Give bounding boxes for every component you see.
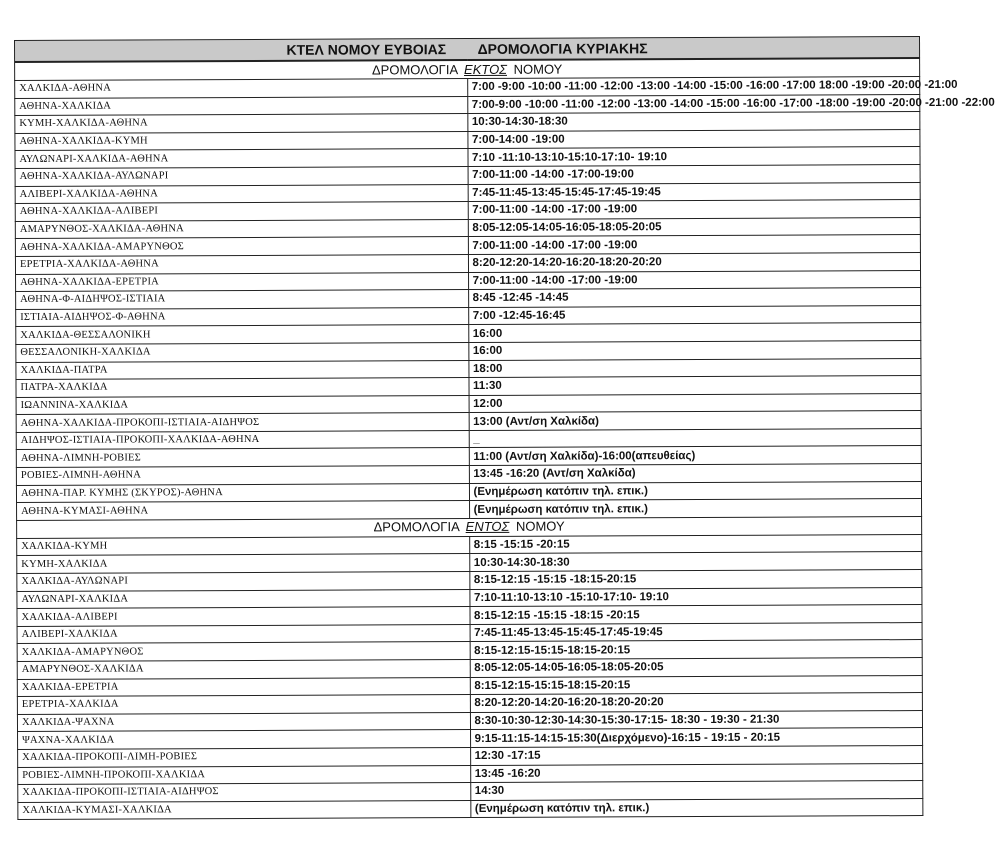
route-cell: ΑΥΛΩΝΑΡΙ-ΧΑΛΚΙΔΑ — [17, 589, 470, 609]
route-cell: ΑΘΗΝΑ-ΧΑΛΚΙΔΑ-ΑΛΙΒΕΡΙ — [15, 202, 468, 222]
times-cell: 7:45-11:45-13:45-15:45-17:45-19:45 — [468, 182, 921, 202]
route-cell: ΧΑΛΚΙΔΑ-ΑΛΙΒΕΡΙ — [17, 607, 470, 627]
route-cell: ΧΑΛΚΙΔΑ-ΑΘΗΝΑ — [15, 79, 468, 99]
route-cell: ΕΡΕΤΡΙΑ-ΧΑΛΚΙΔΑ — [17, 695, 470, 715]
times-cell: 13:00 (Αντ/ση Χαλκίδα) — [469, 411, 922, 431]
times-cell: (Ενημέρωση κατόπιν τηλ. επικ.) — [469, 481, 922, 501]
route-cell: ΑΘΗΝΑ-ΛΙΜΝΗ-ΡΟΒΙΕΣ — [16, 448, 469, 468]
route-cell: ΑΜΑΡΥΝΘΟΣ-ΧΑΛΚΙΔΑ — [17, 660, 470, 680]
section-emphasis: ΕΚΤΟΣ — [463, 61, 508, 77]
times-cell: 11:00 (Αντ/ση Χαλκίδα)-16:00(απευθείας) — [469, 446, 922, 466]
page-title: ΚΤΕΛ ΝΟΜΟΥ ΕΥΒΟΙΑΣ — [286, 41, 447, 58]
times-cell: 8:30-10:30-12:30-14:30-15:30-17:15- 18:30 - 19:30 - 21:30 — [470, 710, 923, 730]
page-subtitle: ΔΡΟΜΟΛΟΓΙΑ ΚΥΡΙΑΚΗΣ — [477, 40, 648, 57]
times-cell: 7:10-11:10-13:10 -15:10-17:10- 19:10 — [469, 587, 922, 607]
times-cell: 16:00 — [468, 323, 921, 343]
section-suffix: ΝΟΜΟΥ — [515, 518, 565, 535]
route-cell: ΡΟΒΙΕΣ-ΛΙΜΝΗ-ΠΡΟΚΟΠΙ-ΧΑΛΚΙΔΑ — [18, 765, 471, 785]
route-cell: ΧΑΛΚΙΔΑ-ΠΑΤΡΑ — [16, 360, 469, 380]
times-cell: 7:00-11:00 -14:00 -17:00 -19:00 — [468, 200, 921, 220]
route-cell: ΨΑΧΝΑ-ΧΑΛΚΙΔΑ — [18, 730, 471, 750]
times-cell: 8:15-12:15-15:15-18:15-20:15 — [470, 675, 923, 695]
times-cell: 9:15-11:15-14:15-15:30(Διερχόμενο)-16:15 - 19:15 - 20:15 — [470, 728, 923, 748]
route-cell: ΡΟΒΙΕΣ-ΛΙΜΝΗ-ΑΘΗΝΑ — [16, 466, 469, 486]
route-cell: ΧΑΛΚΙΔΑ-ΑΜΑΡΥΝΘΟΣ — [17, 642, 470, 662]
times-cell: 7:00-14:00 -19:00 — [467, 129, 920, 149]
times-cell: (Ενημέρωση κατόπιν τηλ. επικ.) — [470, 798, 923, 818]
table-row — [18, 798, 923, 820]
times-cell: 13:45 -16:20 (Αντ/ση Χαλκίδα) — [469, 464, 922, 484]
route-cell: ΑΘΗΝΑ-ΚΥΜΑΣΙ-ΑΘΗΝΑ — [17, 501, 470, 521]
schedule-body — [15, 37, 995, 820]
route-cell: ΧΑΛΚΙΔΑ-ΘΕΣΣΑΛΟΝΙΚΗ — [16, 325, 469, 345]
times-cell: 8:15-12:15 -15:15 -18:15-20:15 — [469, 570, 922, 590]
times-cell: 10:30-14:30-18:30 — [469, 552, 922, 572]
times-cell: 8:05-12:05-14:05-16:05-18:05-20:05 — [470, 658, 923, 678]
times-cell: 8:15-12:15-15:15-18:15-20:15 — [470, 640, 923, 660]
route-cell: ΧΑΛΚΙΔΑ-ΠΡΟΚΟΠΙ-ΛΙΜΗ-ΡΟΒΙΕΣ — [18, 747, 471, 767]
times-cell: 16:00 — [468, 340, 921, 360]
route-cell: ΠΑΤΡΑ-ΧΑΛΚΙΔΑ — [16, 378, 469, 398]
times-cell: 7:00 -12:45-16:45 — [468, 305, 921, 325]
route-cell: ΚΥΜΗ-ΧΑΛΚΙΔΑ-ΑΘΗΝΑ — [15, 114, 468, 134]
schedule-table — [14, 36, 995, 820]
times-cell: 12:00 — [469, 393, 922, 413]
route-cell: ΙΣΤΙΑΙΑ-ΑΙΔΗΨΟΣ-Φ-ΑΘΗΝΑ — [16, 307, 469, 327]
times-cell: 7:45-11:45-13:45-15:45-17:45-19:45 — [470, 622, 923, 642]
route-cell: ΧΑΛΚΙΔΑ-ΚΥΜΑΣΙ-ΧΑΛΚΙΔΑ — [18, 800, 471, 820]
route-cell: ΚΥΜΗ-ΧΑΛΚΙΔΑ — [17, 554, 470, 574]
times-cell: (Ενημέρωση κατόπιν τηλ. επικ.) — [469, 499, 922, 519]
route-cell: ΕΡΕΤΡΙΑ-ΧΑΛΚΙΔΑ-ΑΘΗΝΑ — [15, 254, 468, 274]
times-cell: 7:00-9:00 -10:00 -11:00 -12:00 -13:00 -14:00 -15:00 -16:00 -17:00 -18:00 -19:00 -20:00 -21:00 -22:00 — [467, 94, 920, 114]
route-cell: ΑΜΑΡΥΝΘΟΣ-ΧΑΛΚΙΔΑ-ΑΘΗΝΑ — [15, 219, 468, 239]
route-cell: ΑΘΗΝΑ-ΧΑΛΚΙΔΑ-ΚΥΜΗ — [15, 131, 468, 151]
times-cell: 8:15-12:15 -15:15 -18:15 -20:15 — [469, 605, 922, 625]
times-cell: 7:00-11:00 -14:00 -17:00 -19:00 — [468, 270, 921, 290]
times-cell: 18:00 — [468, 358, 921, 378]
times-cell: 7:00 -9:00 -10:00 -11:00 -12:00 -13:00 -14:00 -15:00 -16:00 -17:00 18:00 -19:00 -20:00 -21:00 — [467, 77, 920, 97]
route-cell: ΘΕΣΣΑΛΟΝΙΚΗ-ΧΑΛΚΙΔΑ — [16, 342, 469, 362]
route-cell: ΑΘΗΝΑ-ΧΑΛΚΙΔΑ-ΕΡΕΤΡΙΑ — [16, 272, 469, 292]
section-prefix: ΔΡΟΜΟΛΟΓΙΑ — [373, 519, 460, 535]
route-cell: ΑΘΗΝΑ-ΧΑΛΚΙΔΑ-ΑΥΛΩΝΑΡΙ — [15, 166, 468, 186]
times-cell: 7:00-11:00 -14:00 -17:00-19:00 — [468, 165, 921, 185]
section-suffix: ΝΟΜΟΥ — [513, 61, 563, 77]
section-prefix: ΔΡΟΜΟΛΟΓΙΑ — [371, 61, 458, 77]
route-cell: ΑΘΗΝΑ-ΠΑΡ. ΚΥΜΗΣ (ΣΚΥΡΟΣ)-ΑΘΗΝΑ — [16, 483, 469, 503]
route-cell: ΧΑΛΚΙΔΑ-ΚΥΜΗ — [17, 536, 470, 556]
times-cell: _ — [469, 428, 922, 448]
times-cell: 10:30-14:30-18:30 — [467, 112, 920, 132]
times-cell: 12:30 -17:15 — [470, 746, 923, 766]
route-cell: ΑΥΛΩΝΑΡΙ-ΧΑΛΚΙΔΑ-ΑΘΗΝΑ — [15, 149, 468, 169]
route-cell: ΙΩΑΝΝΙΝΑ-ΧΑΛΚΙΔΑ — [16, 395, 469, 415]
times-cell: 8:45 -12:45 -14:45 — [468, 288, 921, 308]
times-cell: 7:00-11:00 -14:00 -17:00 -19:00 — [468, 235, 921, 255]
route-cell: ΑΛΙΒΕΡΙ-ΧΑΛΚΙΔΑ — [17, 624, 470, 644]
times-cell: 8:20-12:20-14:20-16:20-18:20-20:20 — [470, 693, 923, 713]
route-cell: ΧΑΛΚΙΔΑ-ΨΑΧΝΑ — [17, 712, 470, 732]
times-cell: 14:30 — [470, 781, 923, 801]
route-cell: ΧΑΛΚΙΔΑ-ΑΥΛΩΝΑΡΙ — [17, 572, 470, 592]
route-cell: ΑΘΗΝΑ-ΧΑΛΚΙΔΑ-ΑΜΑΡΥΝΘΟΣ — [15, 237, 468, 257]
times-cell: 8:15 -15:15 -20:15 — [469, 534, 922, 554]
route-cell: ΧΑΛΚΙΔΑ-ΕΡΕΤΡΙΑ — [17, 677, 470, 697]
route-cell: ΑΘΗΝΑ-ΧΑΛΚΙΔΑ-ΠΡΟΚΟΠΙ-ΙΣΤΙΑΙΑ-ΑΙΔΗΨΟΣ — [16, 413, 469, 433]
times-cell: 8:05-12:05-14:05-16:05-18:05-20:05 — [468, 217, 921, 237]
route-cell: ΑΘΗΝΑ-Φ-ΑΙΔΗΨΟΣ-ΙΣΤΙΑΙΑ — [16, 290, 469, 310]
route-cell: ΑΘΗΝΑ-ΧΑΛΚΙΔΑ — [15, 96, 468, 116]
route-cell: ΑΙΔΗΨΟΣ-ΙΣΤΙΑΙΑ-ΠΡΟΚΟΠΙ-ΧΑΛΚΙΔΑ-ΑΘΗΝΑ — [16, 430, 469, 450]
times-cell: 11:30 — [468, 376, 921, 396]
route-cell: ΑΛΙΒΕΡΙ-ΧΑΛΚΙΔΑ-ΑΘΗΝΑ — [15, 184, 468, 204]
section-emphasis: ΕΝΤΟΣ — [465, 519, 510, 535]
route-cell: ΧΑΛΚΙΔΑ-ΠΡΟΚΟΠΙ-ΙΣΤΙΑΙΑ-ΑΙΔΗΨΟΣ — [18, 783, 471, 803]
times-cell: 13:45 -16:20 — [470, 763, 923, 783]
times-cell: 8:20-12:20-14:20-16:20-18:20-20:20 — [468, 252, 921, 272]
times-cell: 7:10 -11:10-13:10-15:10-17:10- 19:10 — [467, 147, 920, 167]
